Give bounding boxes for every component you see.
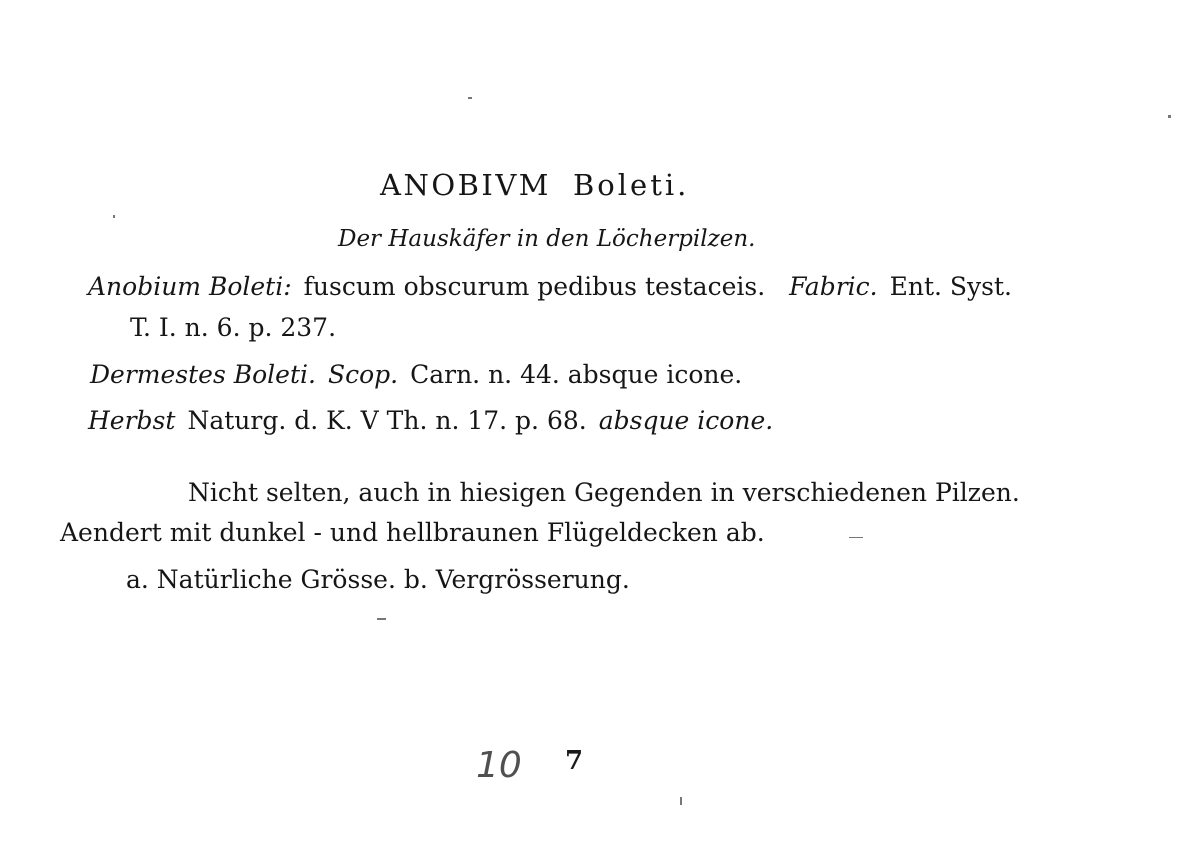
synonym-author: Herbst xyxy=(88,406,176,435)
synonym-reference: Carn. n. 44. absque icone. xyxy=(410,360,743,389)
synonym-reference: Naturg. d. K. V Th. n. 17. p. 68. xyxy=(187,406,587,435)
paper-speck xyxy=(468,97,472,99)
synonym-line-3 xyxy=(90,360,742,390)
description-line-1: Nicht selten, auch in hiesigen Gegenden in verschiedenen Pilzen. xyxy=(188,478,1020,507)
synonym-line-4 xyxy=(88,406,773,436)
synonym-line-2: T. I. n. 6. p. 237. xyxy=(130,313,337,342)
figure-legend: a. Natürliche Grösse. b. Vergrösserung. xyxy=(126,565,630,594)
synonym-author: Fabric. xyxy=(789,272,878,301)
synonym-reference: Ent. Syst. xyxy=(889,272,1012,301)
german-common-name: Der Hauskäfer in den Löcherpilzen. xyxy=(338,226,756,252)
paper-speck xyxy=(680,797,682,805)
paper-speck xyxy=(1168,115,1171,118)
description-line-2: Aendert mit dunkel - und hellbraunen Flügeldecken ab. xyxy=(60,518,765,547)
title xyxy=(380,170,689,200)
synonym-name: Anobium Boleti: xyxy=(88,272,292,301)
genus-name: ANOBIVM xyxy=(380,168,551,202)
paper-speck xyxy=(849,537,863,538)
plate-number: 7 xyxy=(565,746,584,776)
synonym-name: Dermestes Boleti. xyxy=(90,360,316,389)
paper-speck xyxy=(377,618,386,620)
synonym-note: absque icone. xyxy=(598,406,774,435)
synonym-line-1 xyxy=(88,272,1012,302)
handwritten-number: 10 xyxy=(476,745,522,786)
species-name: Boleti. xyxy=(573,168,690,202)
synonym-diagnosis: fuscum obscurum pedibus testaceis. xyxy=(303,272,766,301)
synonym-author: Scop. xyxy=(327,360,399,389)
paper-speck xyxy=(113,215,115,218)
